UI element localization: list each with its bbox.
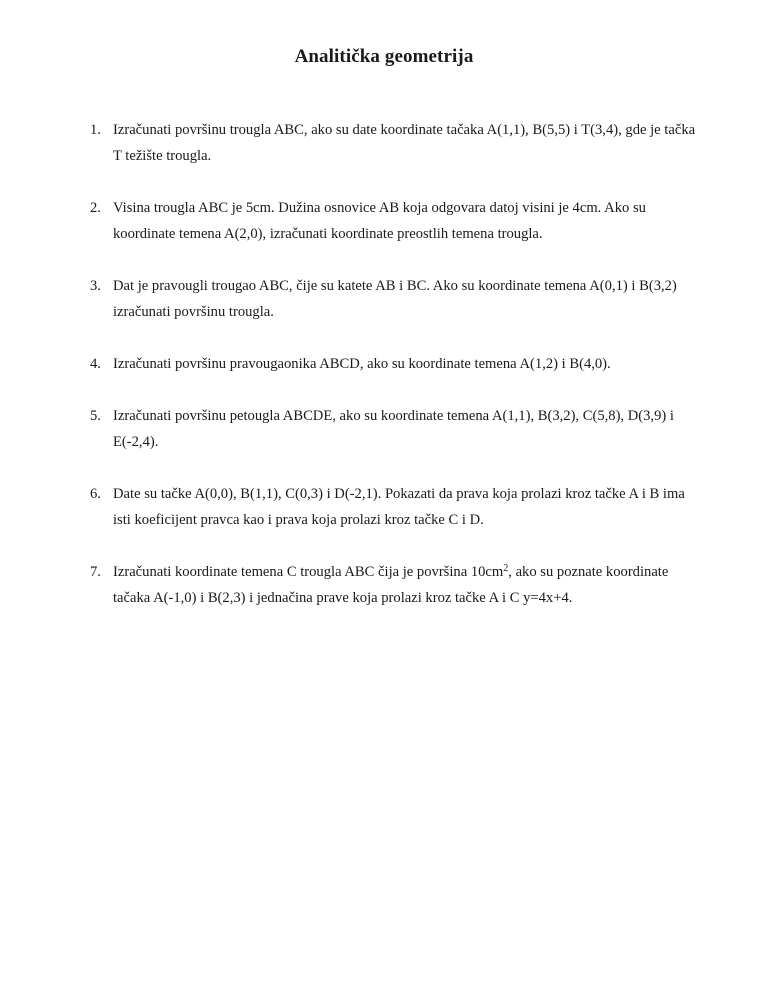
problem-number: 5.: [90, 408, 101, 424]
problem-text: Izračunati površinu pravougaonika ABCD, ako su koordinate temena A(1,2) i B(4,0).: [113, 356, 611, 372]
problem-text: Date su tačke A(0,0), B(1,1), C(0,3) i D(-2,1). Pokazati da prava koja prolazi kroz tačke A i B ima isti koeficijent pravca kao i prava koja prolazi kroz tačke C i D.: [113, 486, 685, 528]
problem-item: [0, 351, 768, 377]
problem-number: 2.: [90, 200, 101, 216]
problem-text: Dat je pravougli trougao ABC, čije su katete AB i BC. Ako su koordinate temena A(0,1) i B(3,2) izračunati površinu trougla.: [113, 278, 677, 320]
problem-text: [113, 564, 668, 606]
problem-item: [0, 273, 768, 325]
problem-number: 7.: [90, 564, 101, 580]
problem-item: [0, 403, 768, 455]
problem-number: 3.: [90, 278, 101, 294]
problem-item: [0, 559, 768, 611]
problem-item: [0, 195, 768, 247]
problem-list: [0, 117, 768, 637]
problem-text: Izračunati površinu trougla ABC, ako su date koordinate tačaka A(1,1), B(5,5) i T(3,4), gde je tačka T težište trougla.: [113, 122, 696, 164]
problem-item: [0, 481, 768, 533]
problem-item: [0, 117, 768, 169]
problem-number: 6.: [90, 486, 101, 502]
problem-text: Izračunati površinu petougla ABCDE, ako su koordinate temena A(1,1), B(3,2), C(5,8), D(3,9) i E(-2,4).: [113, 408, 674, 450]
problem-text: Visina trougla ABC je 5cm. Dužina osnovice AB koja odgovara datoj visini je 4cm. Ako su koordinate temena A(2,0), izračunati koordinate preostlih temena trougla.: [113, 200, 646, 242]
problem-text-part: Izračunati koordinate temena C trougla ABC čija je površina 10cm: [113, 564, 504, 580]
superscript-exponent: 2: [503, 563, 509, 574]
problem-number: 1.: [90, 122, 101, 138]
document-title: Analitička geometrija: [294, 46, 474, 67]
problem-text-part: , ako su poznate koordinate tačaka A(-1,0) i B(2,3) i jednačina prave koja prolazi kroz tačke A i C y=4x+4.: [113, 564, 669, 606]
problem-number: 4.: [90, 356, 101, 372]
